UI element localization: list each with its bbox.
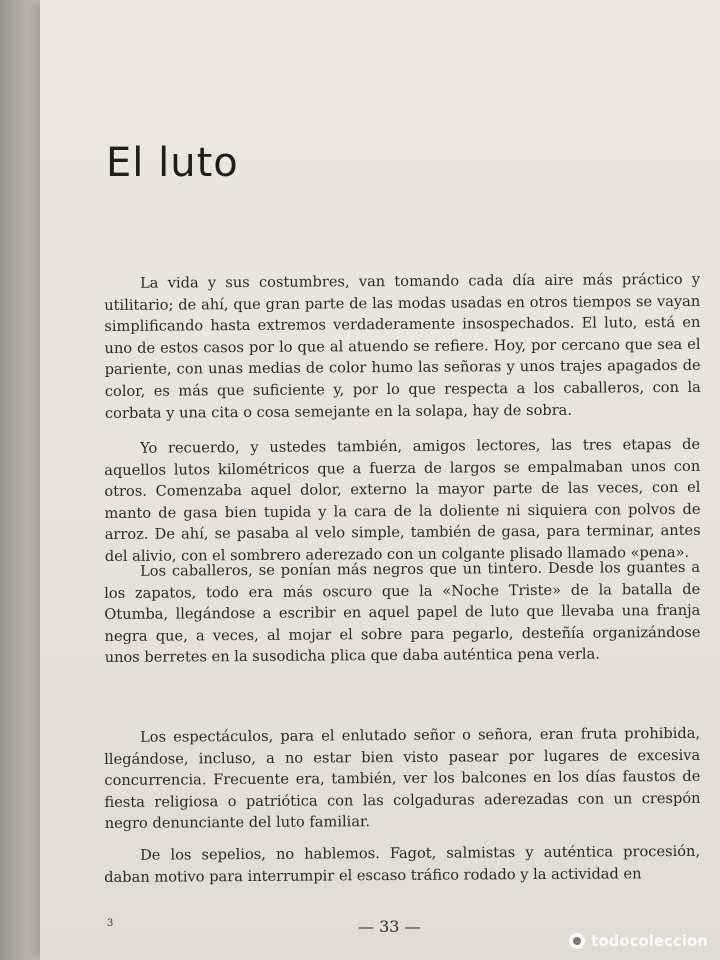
todocoleccion-logo-icon [569, 933, 585, 949]
watermark [569, 932, 708, 950]
paragraph-text: Los espectáculos, para el enlutado señor o señora, eran fruta prohibida, llegándose, incluso, a no estar bien visto pasear por lugares de excesiva concurrencia. Frecuente era, también, ver los balcones en los días faustos de fiesta religiosa o patriótica con las colgaduras aderezadas con un crespón negro denunciante del luto familiar. [104, 724, 701, 833]
paragraph-text: De los sepelios, no hablemos. Fagot, salmistas y auténtica procesión, daban motivo para interrumpir el escaso tráfico rodado y la actividad en [104, 842, 701, 886]
paragraph-2 [104, 434, 701, 568]
paragraph-1 [104, 269, 701, 424]
paragraph-4 [104, 723, 701, 835]
chapter-title: El luto [106, 140, 239, 186]
page-number: — 33 — [358, 917, 421, 936]
paragraph-text: La vida y sus costumbres, van tomando cada día aire más práctico y utilitario; de ahí, que gran parte de las modas usadas en otros tiempos se vayan simplificando hasta extremos verdaderamente insospechados. El luto, está en uno de estos casos por lo que al atuendo se refiere. Hoy, por cercano que sea el pariente, con unas medias de color humo las señoras y unos trajes apagados de color, es más que suficiente y, por lo que respecta a los caballeros, con la corbata y una cita o cosa semejante en la solapa, hay de sobra. [104, 270, 701, 422]
paragraph-text: Yo recuerdo, y ustedes también, amigos lectores, las tres etapas de aquellos lutos kilométricos que a fuerza de largos se empalmaban unos con otros. Comenzaba aquel dolor, externo la mayor parte de las veces, con el manto de gasa bien tupida y la cara de la doliente ni siquiera con polvos de arroz. De ahí, se pasaba al velo simple, también de gasa, para terminar, antes del alivio, con el sombrero aderezado con un colgante plisado llamado «pena». [104, 435, 701, 565]
paragraph-5 [104, 841, 700, 888]
folio-mark: 3 [107, 918, 114, 929]
paragraph-text: Los caballeros, se ponían más negros que un tintero. Desde los guantes a los zapatos, todo era más oscuro que la «Noche Triste» de la batalla de Otumba, llegándose a escribir en aquel papel de luto que llevaba una franja negra que, a veces, al mojar el sobre para pegarlo, desteñía organizándose unos berretes en la susodicha plica que daba auténtica pena verla. [104, 558, 701, 667]
paragraph-3 [104, 557, 701, 669]
watermark-text: todocoleccion [591, 932, 708, 950]
